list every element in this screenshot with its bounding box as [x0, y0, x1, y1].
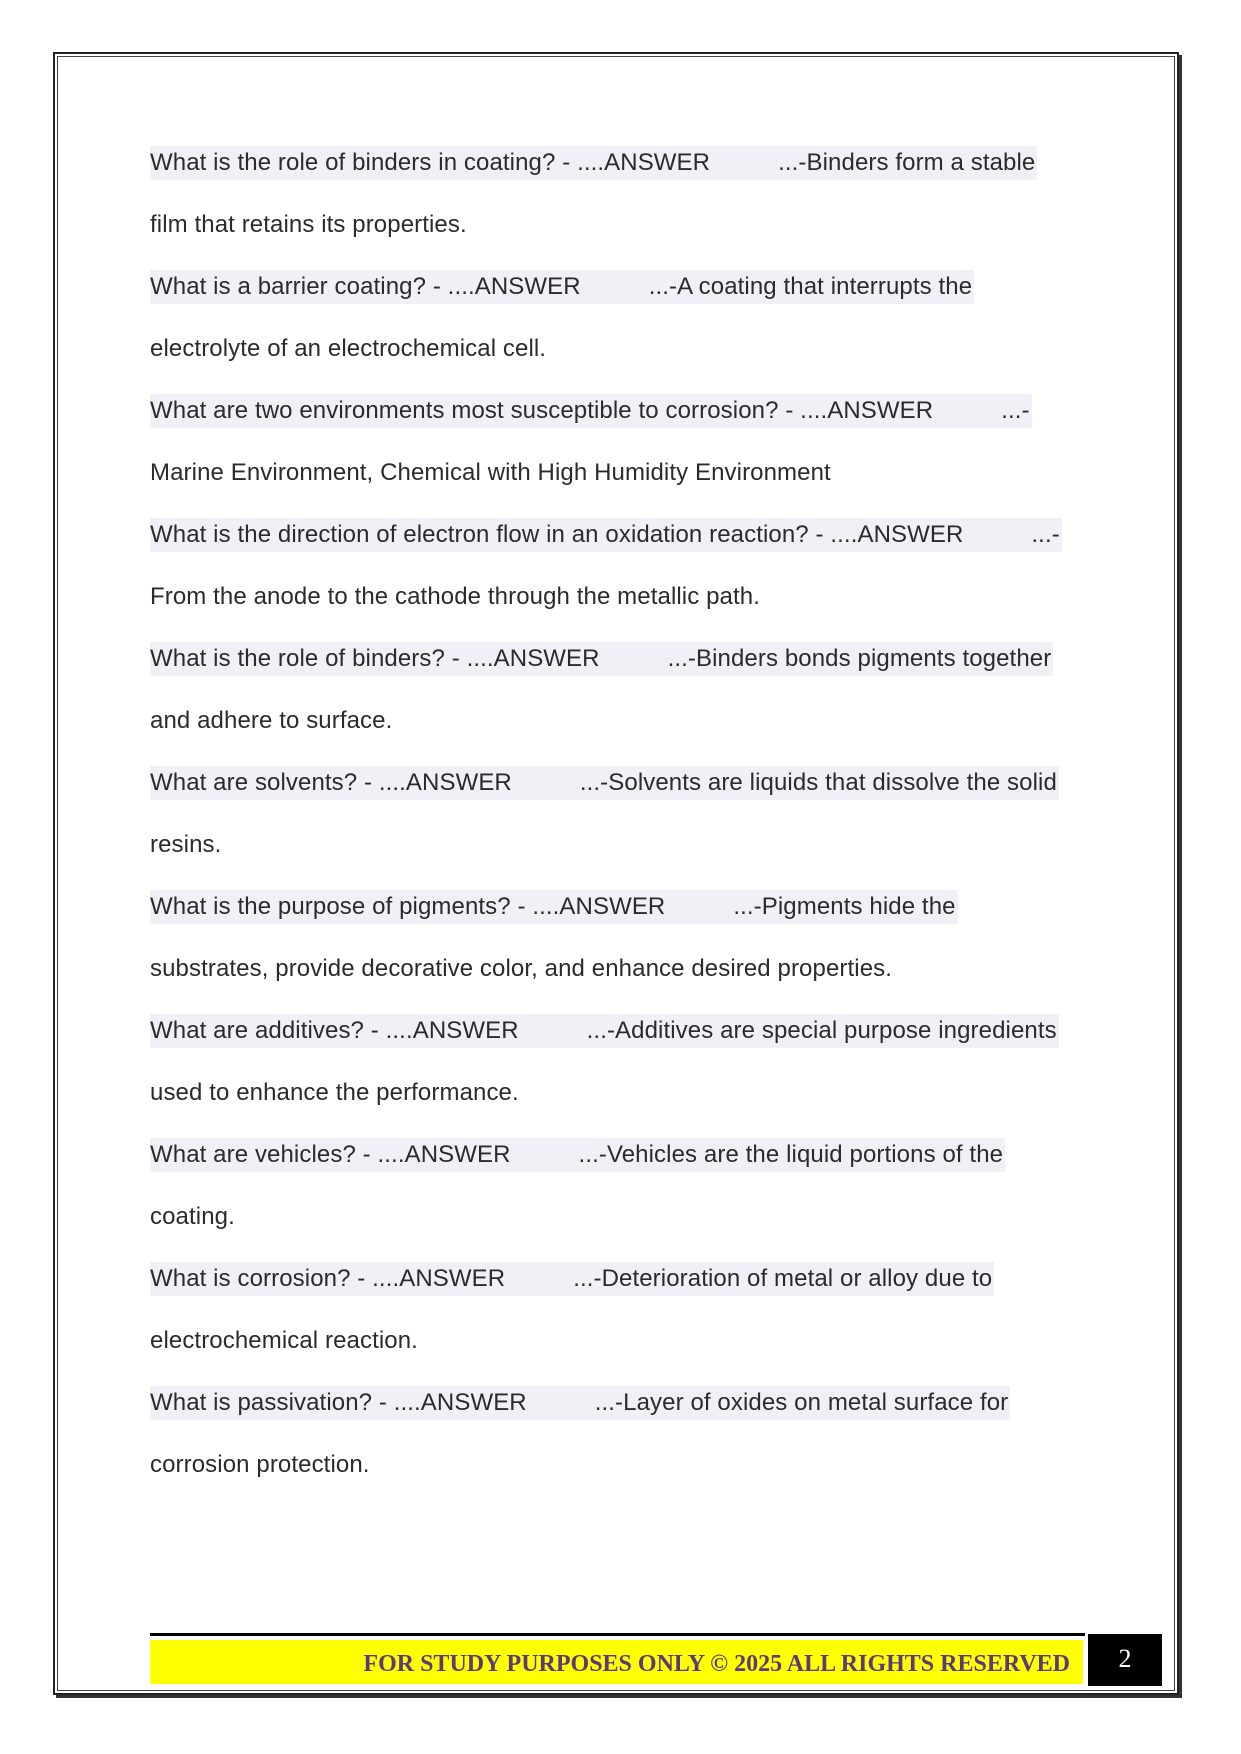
question-text: What is the purpose of pigments? - ....ANSWER — [150, 893, 666, 920]
answer-text: ...-Binders bonds pigments together — [667, 645, 1052, 672]
qa-item — [150, 518, 1090, 642]
answer-continuation: substrates, provide decorative color, and enhance desired properties. — [150, 955, 893, 982]
question-text: What is passivation? - ....ANSWER — [150, 1389, 527, 1416]
qa-list — [150, 146, 1090, 1510]
answer-text: ...- — [1001, 397, 1030, 424]
answer-text: ...-Deterioration of metal or alloy due to — [573, 1265, 993, 1292]
qa-item — [150, 146, 1090, 270]
answer-continuation: and adhere to surface. — [150, 707, 393, 734]
question-text: What are additives? - ....ANSWER — [150, 1017, 519, 1044]
qa-item — [150, 1386, 1090, 1510]
answer-text: ...-Binders form a stable — [778, 149, 1036, 176]
question-text: What is corrosion? - ....ANSWER — [150, 1265, 506, 1292]
page-number: 2 — [1088, 1634, 1162, 1686]
question-text: What is the role of binders in coating? - ....ANSWER — [150, 149, 711, 176]
answer-text: ...-Solvents are liquids that dissolve the solid — [579, 769, 1057, 796]
qa-item — [150, 1014, 1090, 1138]
answer-continuation: Marine Environment, Chemical with High Humidity Environment — [150, 459, 831, 486]
answer-continuation: film that retains its properties. — [150, 211, 467, 238]
answer-continuation: coating. — [150, 1203, 235, 1230]
answer-continuation: electrolyte of an electrochemical cell. — [150, 335, 547, 362]
answer-continuation: resins. — [150, 831, 222, 858]
answer-continuation: used to enhance the performance. — [150, 1079, 519, 1106]
footer-copyright: FOR STUDY PURPOSES ONLY © 2025 ALL RIGHTS RESERVED — [363, 1651, 1070, 1677]
answer-continuation: From the anode to the cathode through the metallic path. — [150, 583, 760, 610]
question-text: What is a barrier coating? - ....ANSWER — [150, 273, 581, 300]
answer-text: ...-A coating that interrupts the — [648, 273, 973, 300]
qa-item — [150, 766, 1090, 890]
qa-item — [150, 270, 1090, 394]
question-text: What is the role of binders? - ....ANSWER — [150, 645, 600, 672]
answer-text: ...-Additives are special purpose ingredients — [586, 1017, 1057, 1044]
answer-text: ...-Pigments hide the — [733, 893, 956, 920]
answer-continuation: electrochemical reaction. — [150, 1327, 418, 1354]
qa-item — [150, 1138, 1090, 1262]
qa-item — [150, 394, 1090, 518]
qa-item — [150, 642, 1090, 766]
question-text: What is the direction of electron flow in an oxidation reaction? - ....ANSWER — [150, 521, 964, 548]
question-text: What are two environments most susceptible to corrosion? - ....ANSWER — [150, 397, 934, 424]
qa-item — [150, 1262, 1090, 1386]
question-text: What are solvents? - ....ANSWER — [150, 769, 512, 796]
answer-text: ...-Vehicles are the liquid portions of the — [578, 1141, 1004, 1168]
qa-item — [150, 890, 1090, 1014]
answer-text: ...-Layer of oxides on metal surface for — [594, 1389, 1009, 1416]
answer-continuation: corrosion protection. — [150, 1451, 370, 1478]
footer-rule — [150, 1633, 1085, 1636]
question-text: What are vehicles? - ....ANSWER — [150, 1141, 511, 1168]
answer-text: ...- — [1031, 521, 1060, 548]
